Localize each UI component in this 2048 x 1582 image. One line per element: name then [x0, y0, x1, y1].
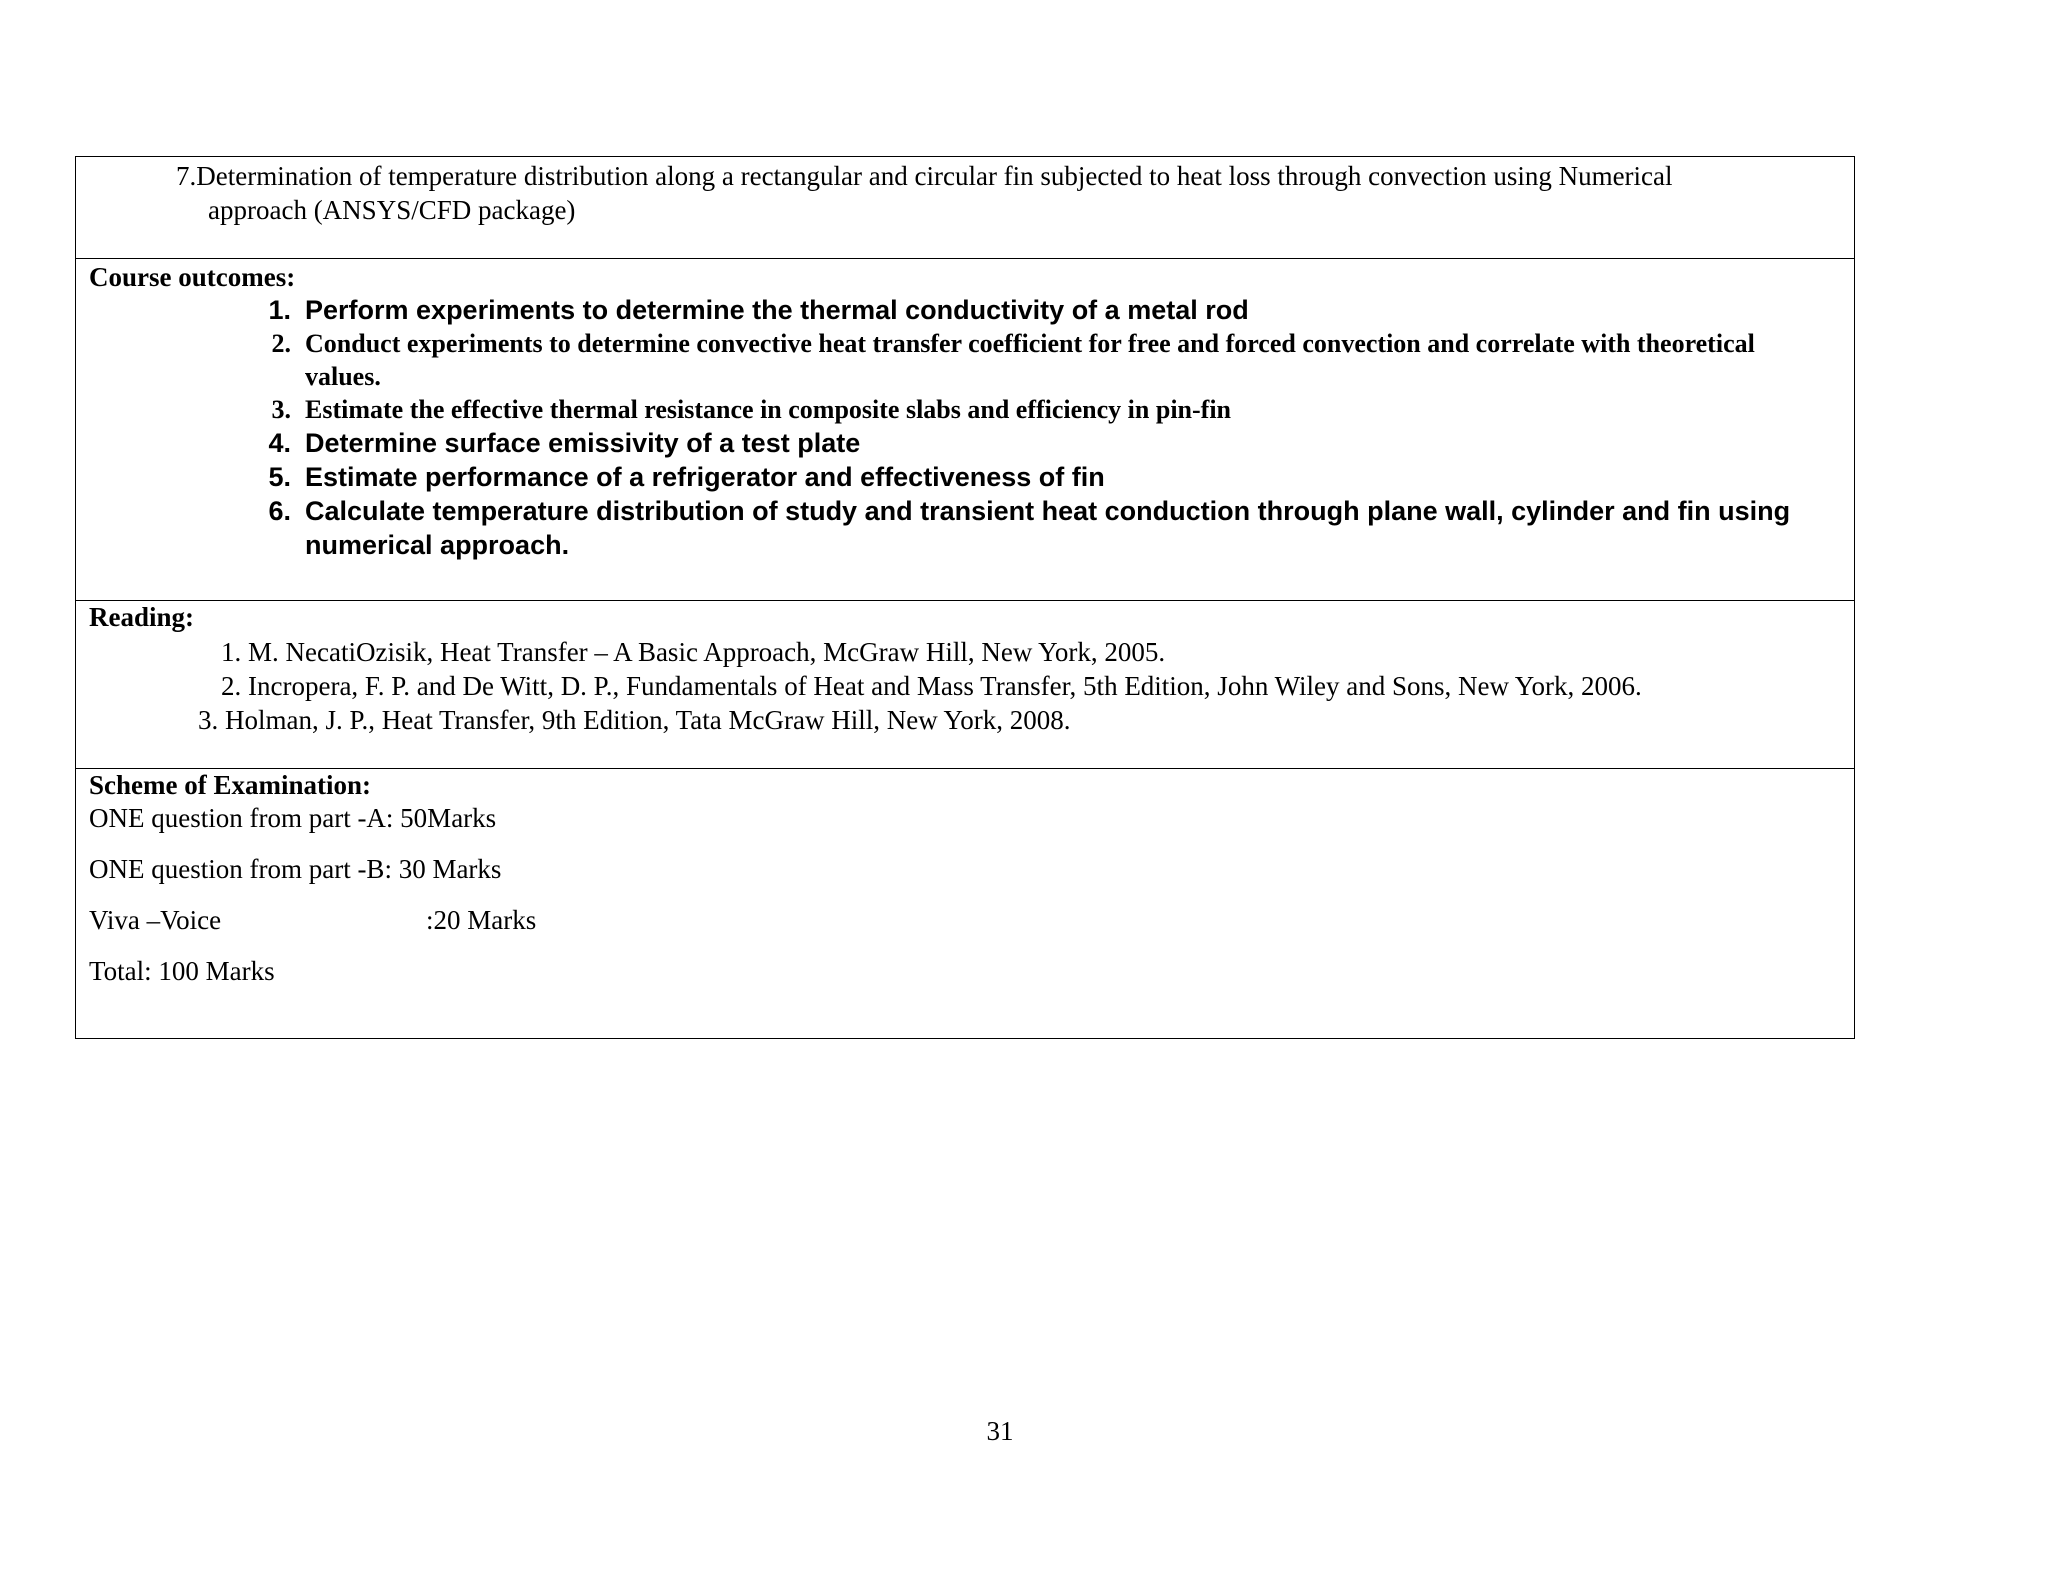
outcome-item: [261, 460, 1836, 494]
outcome-text: Calculate temperature distribution of study and transient heat conduction through plane wall, cylinder and fin using numerical approach.: [305, 496, 1791, 560]
reading-item-1: 1. M. NecatiOzisik, Heat Transfer – A Basic Approach, McGraw Hill, New York, 2005.: [221, 637, 1166, 667]
outcome-number: 5.: [268, 462, 291, 492]
reading-item-3: 3. Holman, J. P., Heat Transfer, 9th Edition, Tata McGraw Hill, New York, 2008.: [198, 705, 1071, 735]
outcome-item: [261, 327, 1836, 393]
outcome-item: [261, 293, 1836, 327]
course-outcomes-heading: Course outcomes:: [89, 262, 296, 292]
scheme-viva: [89, 903, 589, 937]
reading-row: [76, 601, 1854, 769]
viva-label: Viva –Voice: [89, 905, 222, 935]
syllabus-table: [75, 156, 1855, 1039]
course-outcomes-row: [76, 259, 1854, 601]
scheme-row: [76, 769, 1854, 1038]
outcome-number: 2.: [271, 329, 291, 358]
outcome-number: 1.: [268, 295, 291, 325]
outcome-number: 6.: [268, 496, 291, 526]
outcome-item: [261, 494, 1836, 562]
outcome-item: [261, 393, 1836, 426]
outcome-text: Estimate performance of a refrigerator and effectiveness of fin: [305, 462, 1105, 492]
course-outcomes-list: [261, 293, 1836, 562]
scheme-total: Total: 100 Marks: [89, 956, 275, 986]
experiment-line-1: 7.Determination of temperature distribution along a rectangular and circular fin subjected to heat loss through convection using Numerical: [176, 161, 1673, 191]
reading-item-2: 2. Incropera, F. P. and De Witt, D. P., Fundamentals of Heat and Mass Transfer, 5th Edition, John Wiley and Sons, New York, 2006.: [221, 671, 1642, 701]
scheme-part-a: ONE question from part -A: 50Marks: [89, 803, 497, 833]
page-number: 31: [986, 1416, 1014, 1446]
experiment-7: [176, 159, 1826, 227]
scheme-part-b: ONE question from part -B: 30 Marks: [89, 854, 502, 884]
outcome-text: Estimate the effective thermal resistance in composite slabs and efficiency in pin-fin: [305, 395, 1231, 424]
outcome-number: 4.: [268, 428, 291, 458]
outcome-number: 3.: [271, 395, 291, 424]
outcome-text: Determine surface emissivity of a test plate: [305, 428, 861, 458]
outcome-text: Perform experiments to determine the thermal conductivity of a metal rod: [305, 295, 1249, 325]
outcome-text: Conduct experiments to determine convective heat transfer coefficient for free and forced convection and correlate with theoretical values.: [305, 329, 1755, 391]
outcome-item: [261, 426, 1836, 460]
reading-heading: Reading:: [89, 602, 195, 632]
experiment-row: [76, 157, 1854, 259]
scheme-heading: Scheme of Examination:: [89, 770, 371, 800]
experiment-line-2: approach (ANSYS/CFD package): [208, 195, 576, 225]
viva-marks: :20 Marks: [426, 905, 537, 935]
